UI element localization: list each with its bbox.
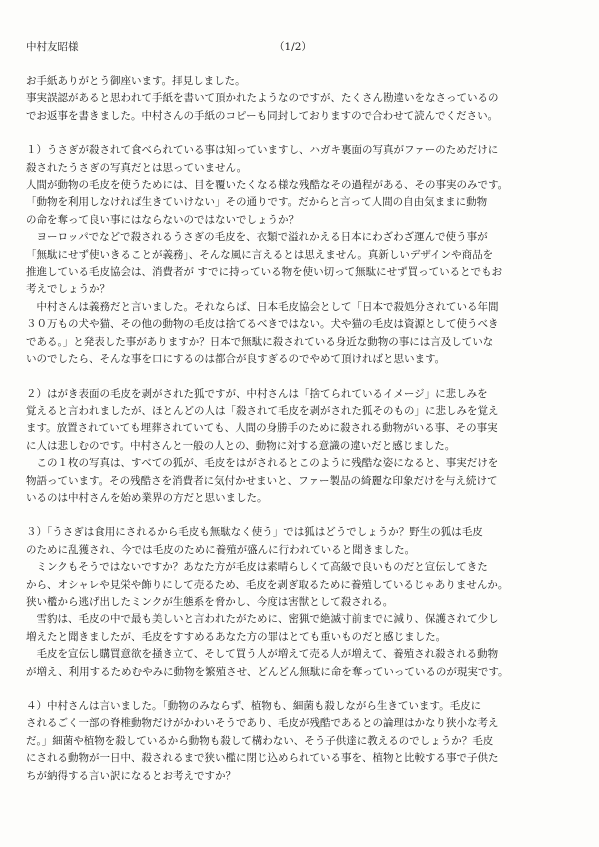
text-line: ３）「うさぎは食用にされるから毛皮も無駄なく使う」では狐はどうでしょうか？野生の狐は毛皮 <box>26 526 483 539</box>
paragraph-gap <box>26 507 575 524</box>
paragraph-gap <box>26 369 575 386</box>
section-1 <box>26 142 575 368</box>
text-line: ちが納得する言い訳になるとお考えですか？ <box>26 769 236 782</box>
paragraph-gap <box>26 125 575 142</box>
text-line: ミンクもそうではないですか？あなた方が毛皮は素晴らしくて高級で良いものだと宣伝してきた <box>26 561 488 574</box>
text-line: ヨーロッパでなどで殺されるうさぎの毛皮を、衣類で溢れかえる日本にわざわざ運んで使う事が <box>26 231 488 244</box>
section-4 <box>26 698 575 785</box>
text-line: お手紙ありがとう御座います。拝見しました。 <box>26 75 246 87</box>
text-line: だ。」細菌や植物を殺しているから動物も殺して構わない、そう子供達に教えるのでしょうか？毛皮 <box>26 734 494 747</box>
text-line: ます。放置されていても埋葬されていても、人間の身勝手のために殺される動物がいる事、その事実 <box>26 422 498 435</box>
text-line: 中村さんは義務だと言いました。それならば、日本毛皮協会として「日本で殺処分されている年間 <box>26 300 499 313</box>
text-line: が増え、利用するためむやみに動物を繁殖させ、どんどん無駄に命を奪っていっているのが現実です。 <box>26 665 509 678</box>
text-line: されるごく一部の脊椎動物だけがかわいそうであり、毛皮が残酷であるとの論理はかなり狭小な考え <box>26 717 499 730</box>
text-line: のために乱獲され、今では毛皮のために養殖が盛んに行われていると聞きました。 <box>26 543 416 556</box>
text-line: 事実誤認があると思われて手紙を書いて頂かれたようなのですが、たくさん勘違いをなさっているの <box>26 92 499 105</box>
text-line: の命を奪って良い事にはならないのではないでしょうか？ <box>26 213 299 226</box>
text-line: １）うさぎが殺されて食べられている事は知っていますし、ハガキ裏面の写真がファーのためだけに <box>26 144 499 157</box>
text-line: 雪豹は、毛皮の中で最も美しいと言われたがために、密猟で絶滅寸前までに減り、保護されて少し <box>26 613 499 626</box>
addressee: 中村友昭様 <box>26 41 79 53</box>
text-line: 推進している毛皮協会は、消費者が すでに持っている物を使い切って無駄にせず買っているとでもお <box>26 266 503 279</box>
text-line: この１枚の写真は、すべての狐が、毛皮をはがされるとこのように残酷な姿になると、事実だけを <box>26 457 499 470</box>
text-line: ２）はがき表面の毛皮を剥がされた狐ですが、中村さんは「捨てられているイメージ」に悲しみを <box>26 387 488 400</box>
text-line: にされる動物が一日中、殺されるまで狭い檻に閉じ込められている事を、植物と比較する事で子供た <box>26 752 499 765</box>
text-line: 「動物を利用しなければ生きていけない」その通りです。だからと言って人間の自由気ままに動物 <box>26 196 488 209</box>
text-line: 増えたと聞きましたが、毛皮をすすめるあなた方の罪はとても重いものだと感じました。 <box>26 630 447 643</box>
section-2 <box>26 386 575 508</box>
text-line: ４）中村さんは言いました。「動物のみならず、植物も、細菌も殺しながら生きています。毛皮に <box>26 700 482 712</box>
text-line: 「無駄にせず使いきることが義務」、そんな風に言えるとは思えません。真新しいデザインや商品を <box>26 248 494 261</box>
section-3 <box>26 524 575 681</box>
text-line: いるのは中村さんを始め業界の方だと思いました。 <box>26 491 268 504</box>
text-line: に人は悲しむのです。中村さんと一般の人との、動物に対する意識の違いだと感じました。 <box>26 439 456 452</box>
text-line: である。」と発表した事がありますか？日本で無駄に殺されている身近な動物の事には言及していな <box>26 335 494 348</box>
letter-body <box>26 73 575 785</box>
text-line: 考えでしょうか？ <box>26 283 110 296</box>
page-number: （1/2） <box>274 41 312 53</box>
text-line: 人間が動物の毛皮を使うためには、目を覆いたくなる様な残酷なその過程がある、その事実のみです。 <box>26 179 509 192</box>
text-line: から、オシャレや見栄や飾りにして売るため、毛皮を剥ぎ取るために養殖しているじゃありませんか。 <box>26 578 509 591</box>
text-line: 狭い檻から逃げ出したミンクが生態系を脅かし、今度は害獣として殺される。 <box>26 595 394 608</box>
text-line: ３０万もの犬や猫、その他の動物の毛皮は捨てるべきではない。犬や猫の毛皮は資源として使うべき <box>26 318 499 331</box>
text-line: いのでしたら、そんな事を口にするのは都合が良すぎるのでやめて頂ければと思います。 <box>26 353 446 366</box>
intro-paragraph <box>26 73 575 125</box>
text-line: 毛皮を宣伝し購買意欲を掻き立て、そして買う人が増えて売る人が増えて、養殖され殺される動物 <box>26 648 499 661</box>
text-line: 物語っています。その残酷さを消費者に気付かせまいと、ファー製品の綺麗な印象だけを与え続けて <box>26 474 498 487</box>
text-line: でお返事を書きました。中村さんの手紙のコピーも同封しておりますので合わせて読んでください。 <box>26 109 499 122</box>
text-line: 殺されたうさぎの写真だとは思っていません。 <box>26 161 248 174</box>
text-line: 覚えると言われましたが、ほとんどの人は「殺されて毛皮を剥がされた狐そのもの」に悲しみを覚え <box>26 404 499 417</box>
paragraph-gap <box>26 681 575 698</box>
